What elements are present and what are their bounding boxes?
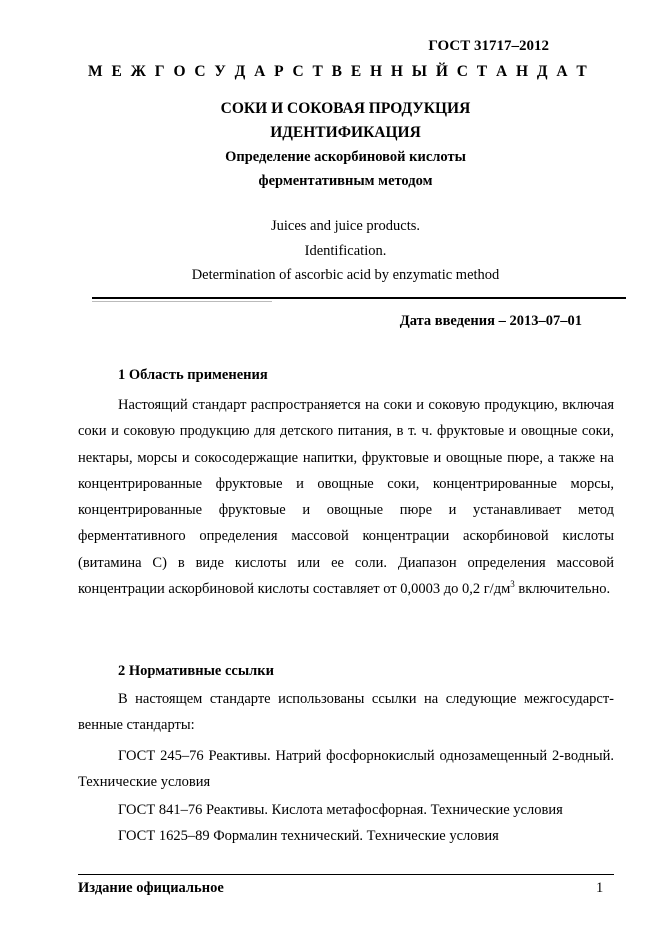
scope-text-end: включительно. xyxy=(514,581,611,598)
banner-letter: В xyxy=(331,63,343,80)
introduction-date: Дата введения – 2013–07–01 xyxy=(399,313,582,329)
superscript: 3 xyxy=(510,579,515,590)
document-topic-line1: Определение аскорбиновой кислоты xyxy=(225,149,466,165)
divider-shadow xyxy=(92,301,272,302)
reference-item: ГОСТ 1625–89 Формалин технический. Технические условия xyxy=(118,828,499,844)
scope-text: Настоящий стандарт распространяется на соки и соковую продукцию, включая соки и соковую продукцию для детского питания, в т. ч. фруктовые и овощные соки, нектары, морсы и сокосодержащие напитки, фруктовые и овощные пюре, а также на концентрированные фруктовые и овощные соки, концентрированные морсы, концентрированные фруктовые и овощные пюре и устанавливает метод ферментативного определения массовой концентрации аскорбиновой кислоты (витамина С) в виде кислоты или ее соли. Диапазон определения массовой концентрации аскорбиновой кислоты составляет от 0,0003 до 0,2 г/дм xyxy=(78,397,614,598)
banner-letter: Д xyxy=(536,63,548,80)
document-subtitle: ИДЕНТИФИКАЦИЯ xyxy=(270,124,421,141)
document-title: СОКИ И СОКОВАЯ ПРОДУКЦИЯ xyxy=(220,100,471,117)
document-topic-line2: ферментативным методом xyxy=(258,173,433,189)
banner-letter: Н xyxy=(515,63,529,80)
scope-paragraph xyxy=(78,392,614,602)
references-intro: В настоящем стандарте использованы ссылки на следующие межгосударственные стандарты: xyxy=(78,691,614,734)
english-title-line3: Determination of ascorbic acid by enzymatic method xyxy=(191,267,500,283)
page-number: 1 xyxy=(596,880,604,896)
banner-letter: Т xyxy=(476,63,488,80)
title-divider xyxy=(92,297,626,299)
banner-letter: Е xyxy=(350,63,362,80)
banner-letter: У xyxy=(214,63,226,80)
banner-letter: Т xyxy=(312,63,323,80)
banner-letter: О xyxy=(173,63,186,80)
standard-code: ГОСТ 31717–2012 xyxy=(428,38,549,54)
footer-divider xyxy=(78,874,614,875)
banner-letter: Ы xyxy=(411,63,428,80)
banner-letter: С xyxy=(456,63,468,80)
banner-letter: А xyxy=(495,63,508,80)
banner-letter: Е xyxy=(111,63,122,80)
official-edition-label: Издание официальное xyxy=(78,880,224,896)
banner-letter: Р xyxy=(274,63,284,80)
banner-letter: Т xyxy=(576,63,587,80)
banner-letter: Ж xyxy=(130,63,146,80)
banner-letter: А xyxy=(254,63,266,80)
banner-letter: М xyxy=(88,63,103,80)
reference-item: ГОСТ 245–76 Реактивы. Натрий фосфорнокислый однозамещенный 2-водный. Технические условия xyxy=(78,748,614,791)
banner-letter: А xyxy=(556,63,568,80)
banner-letter: Н xyxy=(370,63,383,80)
english-title-line2: Identification. xyxy=(304,243,387,259)
banner-letter: Й xyxy=(435,63,448,80)
english-title-line1: Juices and juice products. xyxy=(271,218,420,234)
banner-letter: Д xyxy=(234,63,246,80)
section-heading-references: 2 Нормативные ссылки xyxy=(118,663,274,679)
banner-letter: С xyxy=(292,63,304,80)
reference-item: ГОСТ 841–76 Реактивы. Кислота метафосфорная. Технические условия xyxy=(118,802,563,818)
banner-letter: С xyxy=(194,63,206,80)
banner-letter: Г xyxy=(154,63,165,80)
interstate-standard-banner xyxy=(88,63,587,81)
banner-letter: Н xyxy=(390,63,403,80)
section-heading-scope: 1 Область применения xyxy=(118,367,268,383)
